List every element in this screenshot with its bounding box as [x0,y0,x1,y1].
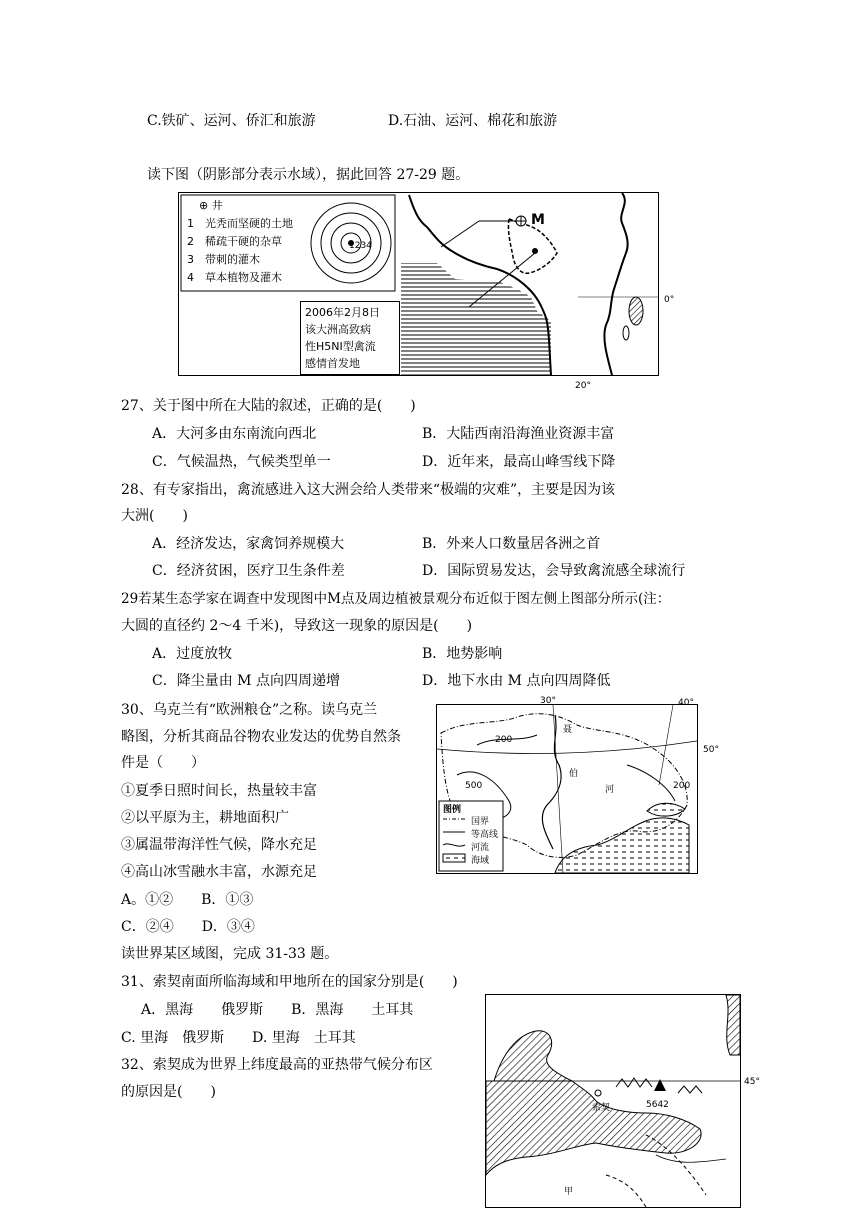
legend-item-3: 3 带刺的灌木 [187,253,260,266]
q30-item-4: ④高山冰雪融水丰富，水源充足 [121,864,317,880]
q27-option-a: A．大河多由东南流向西北 [152,426,317,442]
q29-option-b: B．地势影响 [422,646,503,662]
callout-line-1: 2006年2月8日 [305,306,380,319]
q31-options-cd: C. 里海 俄罗斯 D. 里海 土耳其 [121,1030,356,1046]
q31-options-ab: A．黑海 俄罗斯 B．黑海 土耳其 [141,1002,414,1018]
q27-option-d: D．近年来，最高山峰雪线下降 [422,454,616,470]
callout-box [300,301,400,375]
lon-40-label: 40° [678,698,694,708]
river-char-3: 河 [605,785,615,795]
lat-50-label: 50° [703,745,719,755]
legend-item-1: 1 光秃而坚硬的土地 [187,217,293,230]
legend-title: 图例 [443,805,462,815]
well-label: 井 [211,199,223,212]
q30-stem-1: 30、乌克兰有“欧洲粮仓”之称。读乌克兰 [121,702,378,718]
legend-river: 河流 [471,843,490,853]
lat-45-label: 45° [744,1077,760,1087]
legend-item-4: 4 草本植物及灌木 [187,271,282,284]
q28-stem-2: 大洲( ) [121,508,188,524]
q30-item-1: ①夏季日照时间长，热量较丰富 [121,783,317,799]
legend-border: 国界 [471,817,490,827]
q27-option-b: B．大陆西南沿海渔业资源丰富 [422,426,615,442]
q28-option-d: D．国际贸易发达，会导致禽流感全球流行 [422,563,686,579]
well-legend [199,197,223,215]
q30-options-ab: A。①② B．①③ [121,892,254,908]
black-sea-map [485,994,741,1208]
callout-line-2: 该大洲高致病 [305,323,371,336]
callout-line-3: 性H5NI型禽流 [305,340,376,353]
q27-29-intro: 读下图（阴影部分表示水域），据此回答 27-29 题。 [147,167,470,183]
q30-stem-2: 略图，分析其商品谷物农业发达的优势自然条 [121,729,401,745]
black-sea-map-drawing [486,995,740,1207]
q29-option-d: D．地下水由 M 点向四周降低 [422,673,611,689]
contour-label-1: 200 [495,735,513,745]
q28-option-b: B．外来人口数量居各洲之首 [422,536,601,552]
contour-label-2: 500 [465,781,483,791]
q28-option-c: C．经济贫困，医疗卫生条件差 [152,563,345,579]
sochi-label: 索契 [592,1103,611,1113]
river-char-1: 聂 [563,725,573,735]
africa-east-drawing [578,193,658,375]
q29-option-c: C．降尘量由 M 点向四周递增 [152,673,340,689]
lon-20-label: 20° [575,381,591,391]
africa-map [178,192,580,376]
ring-numbers: 1234 [349,241,372,251]
q28-stem-1: 28、有专家指出，禽流感进入这大洲会给人类带来“极端的灾难”，主要是因为该 [121,482,616,498]
q29-stem-2: 大圆的直径约 2～4 千米)，导致这一现象的原因是( ) [121,618,473,634]
q32-stem-2: 的原因是( ) [121,1084,216,1100]
legend-sea: 海域 [471,856,490,866]
q30-item-2: ②以平原为主，耕地面积广 [121,810,289,826]
point-m-label: M [531,212,545,228]
q30-item-3: ③属温带海洋性气候，降水充足 [121,837,317,853]
q31-33-intro: 读世界某区域图，完成 31-33 题。 [121,946,339,962]
q27-stem: 27、关于图中所在大陆的叙述，正确的是( ) [121,398,416,414]
q27-option-c: C．气候温热，气候类型单一 [152,454,331,470]
legend-contour: 等高线 [471,830,499,840]
lat-0-label: 0° [664,295,675,305]
peak-elevation: 5642 [646,1100,669,1110]
contour-label-3: 200 [673,781,691,791]
q32-stem-1: 32、索契成为世界上纬度最高的亚热带气候分布区 [121,1057,433,1073]
q30-stem-3: 件是（ ） [121,755,205,771]
q29-option-a: A．过度放牧 [152,646,233,662]
q29-stem-1: 29若某生态学家在调查中发现图中M点及周边植被景观分布近似于图左侧上图部分所示(注： [121,591,671,607]
legend-item-2: 2 稀疏干硬的杂草 [187,235,282,248]
ukraine-map [436,704,698,874]
option-c-prev: C.铁矿、运河、侨汇和旅游 [147,113,316,129]
q31-stem: 31、索契南面所临海域和甲地所在的国家分别是( ) [121,974,458,990]
option-d-prev: D.石油、运河、棉花和旅游 [388,113,558,129]
q30-options-cd: C．②④ D．③④ [121,919,255,935]
river-char-2: 伯 [569,769,579,779]
lon-30-label: 30° [540,696,556,706]
place-jia-label: 甲 [564,1187,574,1197]
callout-line-4: 感情首发地 [305,357,360,370]
well-icon: ⊕ [199,199,209,212]
africa-east-panel [578,192,659,376]
q28-option-a: A．经济发达，家禽饲养规模大 [152,536,345,552]
